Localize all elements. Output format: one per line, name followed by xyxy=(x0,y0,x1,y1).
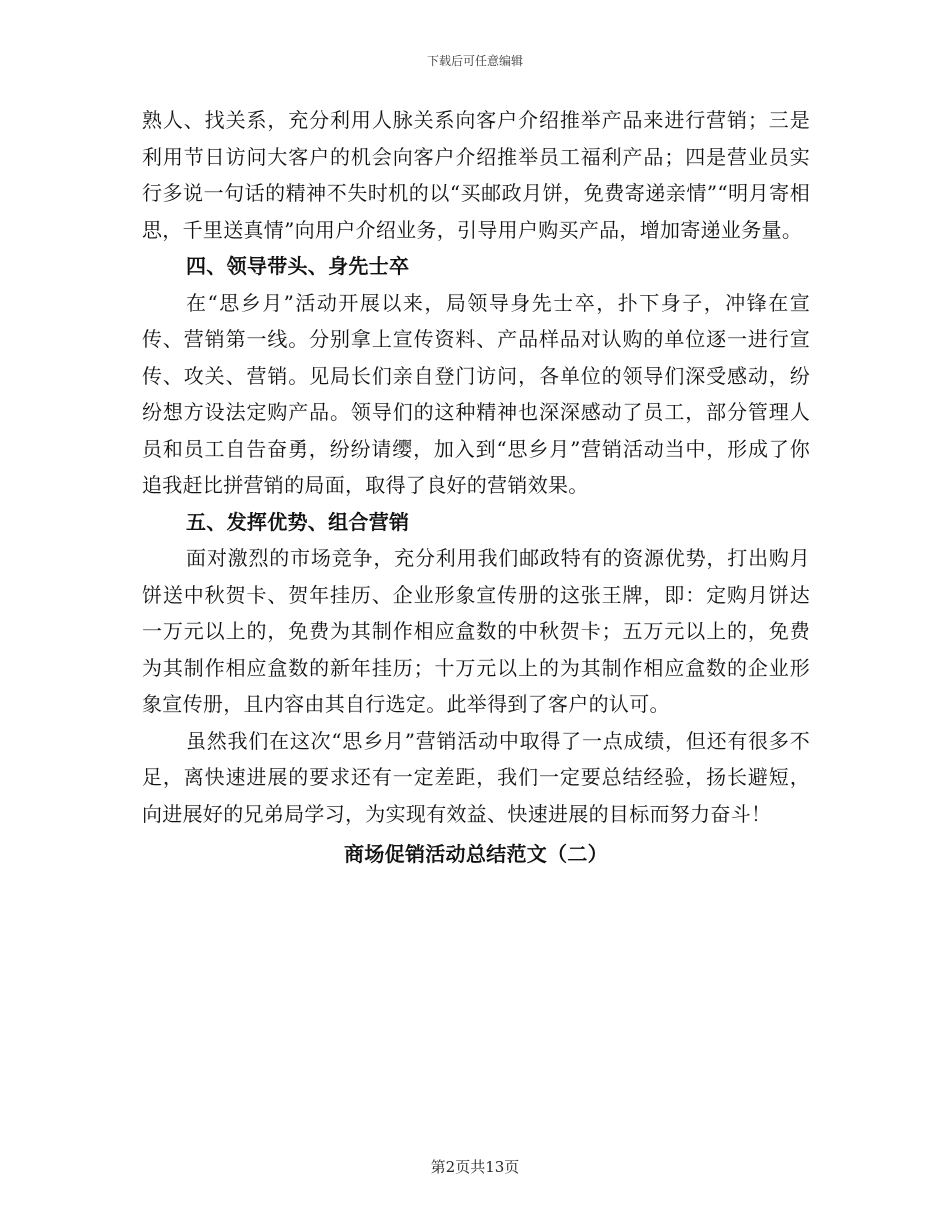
document-body xyxy=(142,102,810,873)
paragraph-advantages: 面对激烈的市场竞争，充分利用我们邮政特有的资源优势，打出购月饼送中秋贺卡、贺年挂历、企业形象宣传册的这张王牌，即：定购月饼达一万元以上的，免费为其制作相应盒数的中秋贺卡；五万元以上的，免费为其制作相应盒数的新年挂历；十万元以上的为其制作相应盒数的企业形象宣传册，且内容由其自行选定。此举得到了客户的认可。 xyxy=(142,546,810,716)
document-title-2: 商场促销活动总结范文（二） xyxy=(344,842,608,866)
page-header: 下载后可任意编辑 xyxy=(426,54,523,68)
page-number: 第2页共13页 xyxy=(430,1158,520,1176)
paragraph-continued: 熟人、找关系，充分利用人脉关系向客户介绍推举产品来进行营销；三是利用节日访问大客户的机会向客户介绍推举员工福利产品；四是营业员实行多说一句话的精神不失时机的以“买邮政月饼，免费寄递亲情”“明月寄相思，千里送真情”向用户介绍业务，引导用户购买产品，增加寄递业务量。 xyxy=(142,108,810,242)
paragraph-leadership: 在“思乡月”活动开展以来，局领导身先士卒，扑下身子，冲锋在宣传、营销第一线。分别拿上宣传资料、产品样品对认购的单位逐一进行宣传、攻关、营销。见局长们亲自登门访问，各单位的领导们深受感动，纷纷想方设法定购产品。领导们的这种精神也深深感动了员工，部分管理人员和员工自告奋勇，纷纷请缨，加入到“思乡月”营销活动当中，形成了你追我赶比拼营销的局面，取得了良好的营销效果。 xyxy=(142,290,810,497)
section-heading-4: 四、领导带头、身先士卒 xyxy=(186,254,410,278)
paragraph-conclusion: 虽然我们在这次“思乡月”营销活动中取得了一点成绩，但还有很多不足，离快速进展的要求还有一定差距，我们一定要总结经验，扬长避短，向进展好的兄弟局学习，为实现有效益、快速进展的目标而努力奋斗！ xyxy=(142,728,810,826)
section-heading-5: 五、发挥优势、组合营销 xyxy=(186,509,410,534)
